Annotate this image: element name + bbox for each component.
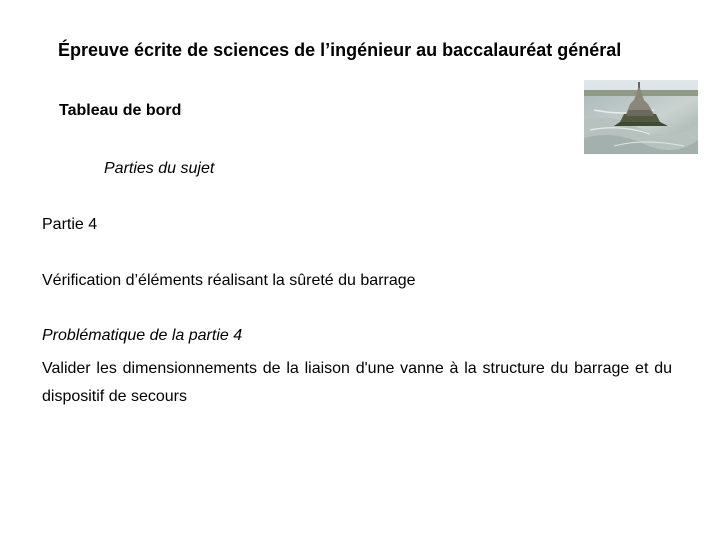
mont-saint-michel-photo [584,80,698,154]
problem-title: Problématique de la partie 4 [42,327,243,344]
dashboard-link[interactable]: Tableau de bord [59,102,182,119]
part-label: Partie 4 [42,216,98,233]
problem-text: Valider les dimensionnements de la liaison d'une vanne à la structure du barrage et du dispositif de secours [42,360,672,405]
parts-link[interactable]: Parties du sujet [104,160,215,177]
part-heading: Vérification d’éléments réalisant la sûreté du barrage [42,272,416,289]
page-title: Épreuve écrite de sciences de l’ingénieur au baccalauréat général [58,40,622,60]
